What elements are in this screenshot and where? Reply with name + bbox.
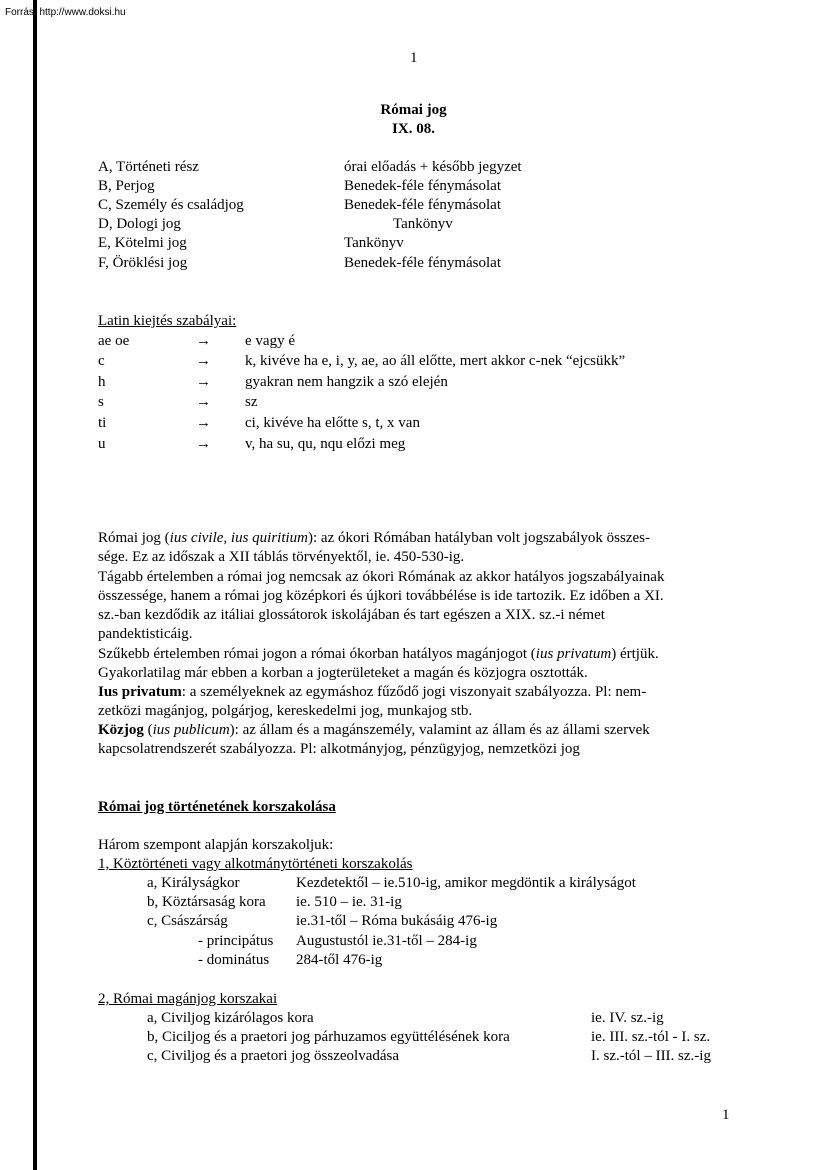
section-material: Tankönyv [344, 235, 404, 251]
section-label: D, Dologi jog [98, 216, 181, 232]
section-material: órai előadás + később jegyzet [344, 159, 522, 175]
latin-from: u [98, 436, 106, 452]
period-desc: Augustustól ie.31-től – 284-ig [296, 933, 477, 949]
body-line: Tágabb értelemben a római jog nemcsak az ókori Rómának az akkor hatályos jogszabályainak [98, 569, 665, 585]
body-line: sége. Ez az időszak a XII táblás törvényektől, ie. 450-530-ig. [98, 549, 465, 565]
period-desc: Kezdetektől – ie.510-ig, amikor megdöntik a királyságot [296, 875, 636, 891]
body-line: pandektisticáig. [98, 626, 193, 642]
period-label: c, Császárság [147, 913, 228, 929]
latin-from: ti [98, 415, 107, 431]
period-range: ie. III. sz.-tól - I. sz. [591, 1029, 711, 1045]
period-label: c, Civiljog és a praetori jog összeolvadása [147, 1048, 400, 1064]
latin-to: e vagy é [245, 333, 295, 349]
body-line: zetközi magánjog, polgárjog, kereskedelmi jog, munkajog stb. [98, 703, 473, 719]
section-label: F, Öröklési jog [98, 255, 188, 271]
latin-from: s [98, 394, 104, 410]
latin-to: v, ha su, qu, nqu előzi meg [245, 436, 406, 452]
periods-heading: Római jog történetének korszakolása [98, 799, 336, 815]
period-desc: ie.31-től – Róma bukásáig 476-ig [296, 913, 498, 929]
body-line: Ius privatum: a személyeknek az egymáshoz fűződő jogi viszonyait szabályozza. Pl: nem- [98, 684, 647, 700]
periods-intro: Három szempont alapján korszakoljuk: [98, 837, 334, 853]
arrow-icon: → [196, 333, 211, 349]
latin-heading: Latin kiejtés szabályai: [98, 313, 237, 329]
left-margin-bar [33, 0, 37, 1170]
section-material: Benedek-féle fénymásolat [344, 255, 502, 271]
arrow-icon: → [196, 394, 211, 410]
body-line: Közjog (ius publicum): az állam és a magánszemély, valamint az állam és az állami szervek [98, 722, 650, 738]
latin-from: ae oe [98, 333, 130, 349]
arrow-icon: → [196, 374, 211, 390]
body-line: Gyakorlatilag már ebben a korban a jogterületeket a magán és közjogra osztották. [98, 665, 588, 681]
section-label: B, Perjog [98, 178, 155, 194]
arrow-icon: → [196, 353, 211, 369]
latin-to: k, kivéve ha e, i, y, ae, ao áll előtte, mert akkor c-nek “ejcsükk” [245, 353, 626, 369]
section-label: A, Történeti rész [98, 159, 199, 175]
period-desc: ie. 510 – ie. 31-ig [296, 894, 402, 910]
top-page-number: 1 [410, 50, 418, 66]
period-label: b, Köztársaság kora [147, 894, 266, 910]
periods-sub2: 2, Római magánjog korszakai [98, 991, 278, 1007]
period-range: I. sz.-tól – III. sz.-ig [591, 1048, 711, 1064]
page-subtitle: IX. 08. [392, 121, 435, 137]
latin-to: sz [245, 394, 258, 410]
periods-sub1: 1, Köztörténeti vagy alkotmánytörténeti korszakolás [98, 856, 413, 872]
period-label: - principátus [198, 933, 274, 949]
period-label: - dominátus [198, 952, 270, 968]
arrow-icon: → [196, 436, 211, 452]
bottom-page-number: 1 [722, 1107, 730, 1123]
latin-from: h [98, 374, 106, 390]
section-material: Benedek-féle fénymásolat [344, 197, 502, 213]
body-line: kapcsolatrendszerét szabályozza. Pl: alkotmányjog, pénzügyjog, nemzetközi jog [98, 741, 580, 757]
period-label: b, Ciciljog és a praetori jog párhuzamos együttélésének kora [147, 1029, 510, 1045]
period-desc: 284-től 476-ig [296, 952, 383, 968]
section-label: E, Kötelmi jog [98, 235, 187, 251]
body-line: Római jog (ius civile, ius quiritium): az ókori Rómában hatályban volt jogszabályok összes- [98, 530, 650, 546]
period-label: a, Civiljog kizárólagos kora [147, 1010, 314, 1026]
arrow-icon: → [196, 415, 211, 431]
page-title: Római jog [380, 102, 447, 118]
latin-to: ci, kivéve ha előtte s, t, x van [245, 415, 420, 431]
latin-from: c [98, 353, 105, 369]
source-label: Forrás: http://www.doksi.hu [5, 7, 126, 18]
period-range: ie. IV. sz.-ig [591, 1010, 664, 1026]
section-label: C, Személy és családjog [98, 197, 244, 213]
body-line: Szűkebb értelemben római jogon a római ókorban hatályos magánjogot (ius privatum) értjük. [98, 646, 659, 662]
body-line: sz.-ban kezdődik az itáliai glossátorok iskolájában és tart egészen a XIX. sz.-i német [98, 607, 605, 623]
section-material: Tankönyv [393, 216, 453, 232]
body-line: összessége, hanem a római jog középkori és újkori továbbélése is ide tartozik. Ez időben a XI. [98, 588, 664, 604]
period-label: a, Királyságkor [147, 875, 240, 891]
section-material: Benedek-féle fénymásolat [344, 178, 502, 194]
latin-to: gyakran nem hangzik a szó elején [245, 374, 448, 390]
